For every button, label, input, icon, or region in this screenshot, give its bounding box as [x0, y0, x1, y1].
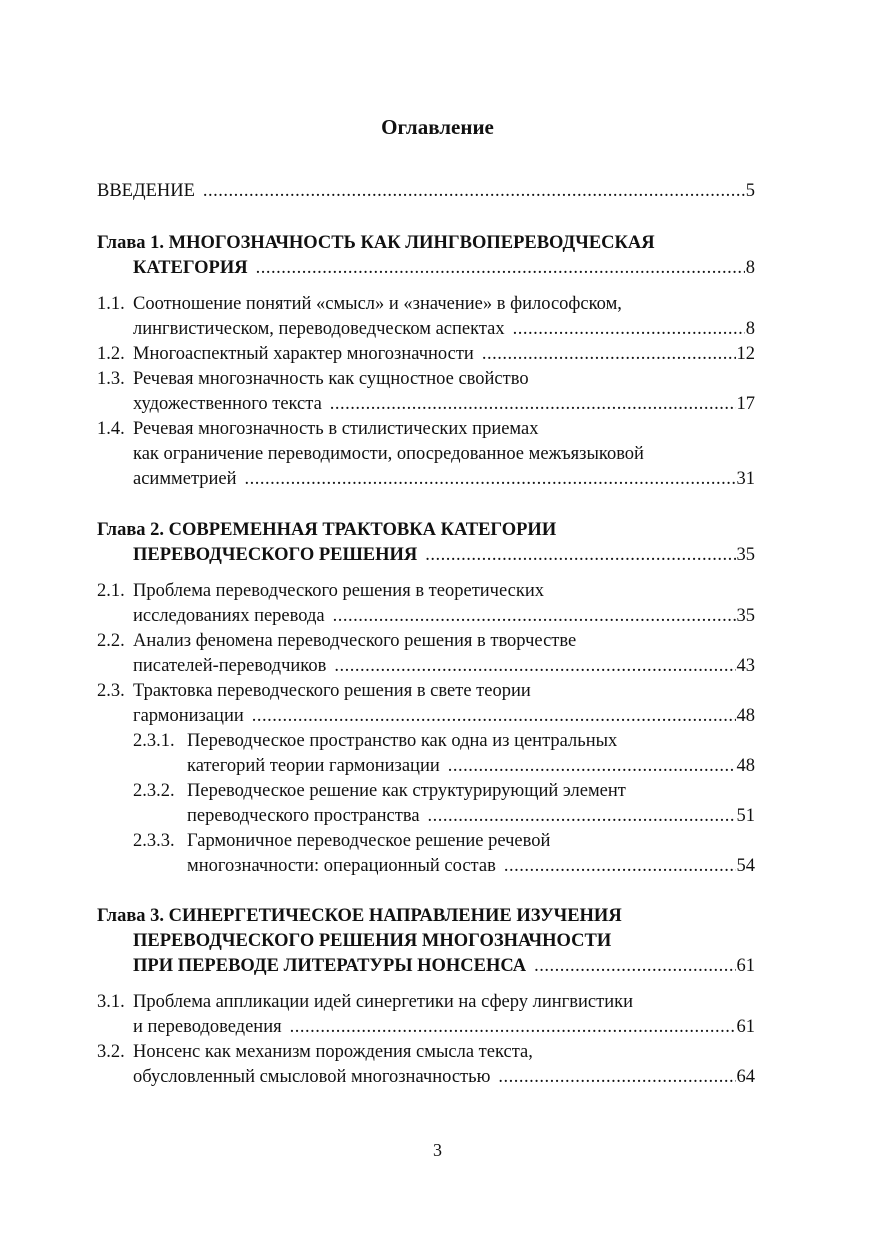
toc-section-1-1[interactable] [97, 292, 755, 316]
toc-entry-text: гармонизации [133, 706, 244, 726]
toc-page-number: 5 [745, 181, 755, 201]
toc-entry-text: ВВЕДЕНИЕ [97, 181, 195, 201]
toc-section-number: 2.3. [97, 681, 125, 701]
toc-entry-text: Трактовка переводческого решения в свете теории [133, 681, 531, 701]
dot-leader [448, 754, 736, 778]
toc-entry-text: переводческого пространства [187, 806, 420, 826]
toc-section-number: 2.3.1. [133, 731, 175, 751]
toc-entry-text: Гармоничное переводческое решение речевой [187, 831, 551, 851]
toc-section-3-2[interactable] [97, 1040, 755, 1064]
dot-leader [482, 342, 736, 366]
toc-entry-text: Соотношение понятий «смысл» и «значение» в философском, [133, 294, 622, 314]
toc-section-2-3-3[interactable] [133, 829, 755, 853]
dot-leader [498, 1065, 735, 1089]
dot-leader [245, 467, 736, 491]
toc-section-2-3-3-cont[interactable] [187, 854, 755, 878]
dot-leader [333, 604, 736, 628]
toc-chapter-3-title-cont2[interactable] [133, 954, 755, 978]
toc-entry-text: Речевая многозначность в стилистических приемах [133, 419, 539, 439]
dot-leader [425, 543, 735, 567]
toc-section-3-1[interactable] [97, 990, 755, 1014]
toc-page-number: 61 [736, 956, 755, 976]
toc-entry-text: КАТЕГОРИЯ [133, 258, 248, 278]
toc-entry-text: как ограничение переводимости, опосредованное межъязыковой [133, 444, 644, 464]
toc-chapter-1-title[interactable] [97, 231, 755, 255]
toc-entry-text: Нонсенс как механизм порождения смысла текста, [133, 1042, 533, 1062]
toc-page-number: 54 [736, 856, 755, 876]
toc-entry-text: ПРИ ПЕРЕВОДЕ ЛИТЕРАТУРЫ НОНСЕНСА [133, 956, 527, 976]
toc-entry-text: художественного текста [133, 394, 322, 414]
toc-chapter-2-title[interactable] [97, 518, 755, 542]
toc-section-number: 3.1. [97, 992, 125, 1012]
dot-leader [513, 317, 745, 341]
toc-page-number: 35 [736, 606, 755, 626]
toc-chapter-1-title-cont[interactable] [133, 256, 755, 280]
toc-entry-text: Проблема аппликации идей синергетики на сферу лингвистики [133, 992, 633, 1012]
toc-chapter-3-title-cont[interactable] [133, 929, 755, 953]
toc-section-number: 2.3.2. [133, 781, 175, 801]
toc-section-number: 1.1. [97, 294, 125, 314]
toc-entry-text: обусловленный смысловой многозначностью [133, 1067, 491, 1087]
dot-leader [334, 654, 735, 678]
toc-section-1-2[interactable] [97, 342, 755, 366]
toc-entry-text: категорий теории гармонизации [187, 756, 440, 776]
toc-section-2-2[interactable] [97, 629, 755, 653]
toc-section-2-3-2-cont[interactable] [187, 804, 755, 828]
dot-leader [534, 954, 735, 978]
toc-section-1-4-cont[interactable] [133, 442, 755, 466]
toc-section-number: 1.4. [97, 419, 125, 439]
toc-section-1-1-cont[interactable] [133, 317, 755, 341]
dot-leader [428, 804, 736, 828]
toc-page-number: 64 [736, 1067, 755, 1087]
toc-page-number: 8 [745, 258, 755, 278]
toc-entry-text: Глава 3. СИНЕРГЕТИЧЕСКОЕ НАПРАВЛЕНИЕ ИЗУЧЕНИЯ [97, 906, 622, 926]
toc-page-number: 35 [736, 545, 755, 565]
toc-entry-text: Глава 2. СОВРЕМЕННАЯ ТРАКТОВКА КАТЕГОРИИ [97, 520, 557, 540]
toc-page-number: 61 [736, 1017, 755, 1037]
toc-section-2-3-1[interactable] [133, 729, 755, 753]
toc-entry-text: ПЕРЕВОДЧЕСКОГО РЕШЕНИЯ МНОГОЗНАЧНОСТИ [133, 931, 612, 951]
dot-leader [252, 704, 736, 728]
toc-section-number: 2.1. [97, 581, 125, 601]
page-title: Оглавление [381, 115, 494, 139]
toc-entry-text: ПЕРЕВОДЧЕСКОГО РЕШЕНИЯ [133, 545, 418, 565]
dot-leader [256, 256, 745, 280]
dot-leader [203, 179, 745, 203]
toc-entry-text: Глава 1. МНОГОЗНАЧНОСТЬ КАК ЛИНГВОПЕРЕВОДЧЕСКАЯ [97, 233, 655, 253]
toc-section-2-1[interactable] [97, 579, 755, 603]
toc-page-number: 8 [745, 319, 755, 339]
page-number: 3 [433, 1140, 442, 1160]
toc-section-number: 1.3. [97, 369, 125, 389]
toc-entry-text: многозначности: операционный состав [187, 856, 496, 876]
toc-entry-text: Переводческое решение как структурирующий элемент [187, 781, 626, 801]
toc-section-3-2-cont[interactable] [133, 1065, 755, 1089]
toc-entry-text: исследованиях перевода [133, 606, 325, 626]
toc-section-number: 2.2. [97, 631, 125, 651]
toc-entry-intro[interactable] [97, 179, 755, 203]
toc-entry-text: Проблема переводческого решения в теоретических [133, 581, 545, 601]
toc-section-1-4-cont2[interactable] [133, 467, 755, 491]
toc-page-number: 17 [736, 394, 755, 414]
toc-entry-text: лингвистическом, переводоведческом аспектах [133, 319, 505, 339]
dot-leader [330, 392, 736, 416]
toc-entry-text: асимметрией [133, 469, 237, 489]
toc-entry-text: Речевая многозначность как сущностное свойство [133, 369, 529, 389]
toc-chapter-2-title-cont[interactable] [133, 543, 755, 567]
toc-page-number: 51 [736, 806, 755, 826]
toc-section-3-1-cont[interactable] [133, 1015, 755, 1039]
toc-section-number: 1.2. [97, 344, 125, 364]
toc-section-1-4[interactable] [97, 417, 755, 441]
toc-entry-text: писателей-переводчиков [133, 656, 327, 676]
toc-page-number: 12 [736, 344, 755, 364]
toc-section-1-3-cont[interactable] [133, 392, 755, 416]
toc-section-2-3-1-cont[interactable] [187, 754, 755, 778]
toc-chapter-3-title[interactable] [97, 904, 755, 928]
toc-entry-text: Переводческое пространство как одна из центральных [187, 731, 618, 751]
toc-entry-text: и переводоведения [133, 1017, 282, 1037]
toc-section-number: 2.3.3. [133, 831, 175, 851]
toc-section-number: 3.2. [97, 1042, 125, 1062]
toc-section-1-3[interactable] [97, 367, 755, 391]
toc-page-number: 43 [736, 656, 755, 676]
toc-entry-text: Анализ феномена переводческого решения в творчестве [133, 631, 577, 651]
dot-leader [504, 854, 736, 878]
toc-section-2-3-2[interactable] [133, 779, 755, 803]
toc-section-2-1-cont[interactable] [133, 604, 755, 628]
toc-entry-text: Многоаспектный характер многозначности [133, 344, 474, 364]
toc-page-number: 48 [736, 756, 755, 776]
toc-section-2-3-cont[interactable] [133, 704, 755, 728]
toc-section-2-3[interactable] [97, 679, 755, 703]
toc-section-2-2-cont[interactable] [133, 654, 755, 678]
dot-leader [290, 1015, 736, 1039]
toc-page-number: 48 [736, 706, 755, 726]
toc-page-number: 31 [736, 469, 755, 489]
